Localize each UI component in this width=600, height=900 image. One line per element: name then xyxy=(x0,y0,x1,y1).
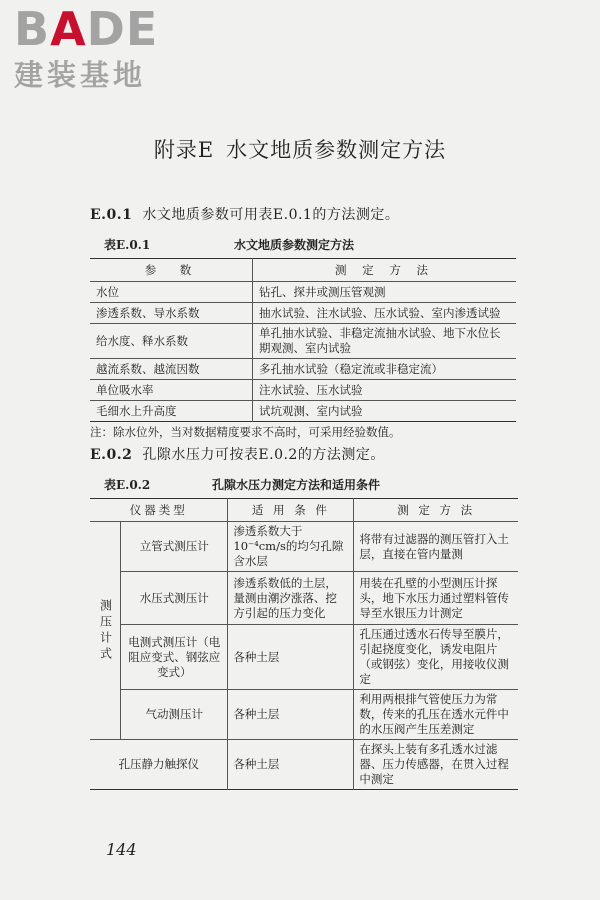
table1-note: 注：除水位外，当对数据精度要求不高时，可采用经验数值。 xyxy=(90,425,401,439)
table-row: 单位吸水率 注水试验、压水试验 xyxy=(90,380,516,401)
table2-caption: 表E.0.2 孔隙水压力测定方法和适用条件 xyxy=(104,478,381,492)
table-row: 孔压静力触探仪 各种土层 在探头上装有多孔透水过滤器、压力传感器，在贯入过程中测定 xyxy=(90,740,518,790)
header-parameter: 参 数 xyxy=(90,259,253,282)
group-label: 测压计式 xyxy=(90,522,121,740)
table-row: 给水度、释水系数 单孔抽水试验、非稳定流抽水试验、地下水位长期观测、室内试验 xyxy=(90,324,516,359)
table-row: 测压计式 立管式测压计 渗透系数大于10⁻⁴cm/s的均匀孔隙含水层 将带有过滤器的测压管打入土层，直接在管内量测 xyxy=(90,522,518,572)
table-row: 电测式测压计（电阻应变式、钢弦应变式） 各种土层 孔压通过透水石传导至膜片，引起挠度变化，诱发电阻片（或钢弦）变化，用接收仪测定 xyxy=(90,625,518,690)
table-header-row xyxy=(90,499,518,522)
clause-e-0-1: E.0.1 水文地质参数可用表E.0.1的方法测定。 xyxy=(90,207,400,223)
logo-chinese-text: 建装基地 xyxy=(14,58,147,92)
table-row: 毛细水上升高度 试坑观测、室内试验 xyxy=(90,401,516,422)
table-row: 气动测压计 各种土层 利用两根排气管使压力为常数，传来的孔压在透水元件中的水压阀产生压差测定 xyxy=(90,690,518,740)
logo-wordmark: BADE xyxy=(14,2,159,56)
appendix-title: 附录E 水文地质参数测定方法 xyxy=(153,138,447,162)
table-row: 越流系数、越流因数 多孔抽水试验（稳定流或非稳定流） xyxy=(90,359,516,380)
header-method: 测 定 方 法 xyxy=(354,499,518,522)
table-header-row xyxy=(90,259,516,282)
page-number: 144 xyxy=(106,840,137,859)
table-row: 水压式测压计 渗透系数低的土层，量测由潮汐涨落、挖方引起的压力变化 用装在孔壁的小型测压计探头，地下水压力通过塑料管传导至水银压力计测定 xyxy=(90,572,518,625)
hydrogeology-parameter-table xyxy=(90,258,516,422)
table1-caption: 表E.0.1 水文地质参数测定方法 xyxy=(104,238,355,252)
header-condition: 适 用 条 件 xyxy=(228,499,354,522)
header-instrument: 仪器类型 xyxy=(90,499,228,522)
table-row: 渗透系数、导水系数 抽水试验、注水试验、压水试验、室内渗透试验 xyxy=(90,303,516,324)
header-method: 测 定 方 法 xyxy=(253,259,517,282)
clause-e-0-2: E.0.2 孔隙水压力可按表E.0.2的方法测定。 xyxy=(90,447,385,463)
pore-pressure-method-table xyxy=(90,498,518,790)
table-row: 水位 钻孔、探井或测压管观测 xyxy=(90,282,516,303)
bade-logo xyxy=(14,4,158,92)
